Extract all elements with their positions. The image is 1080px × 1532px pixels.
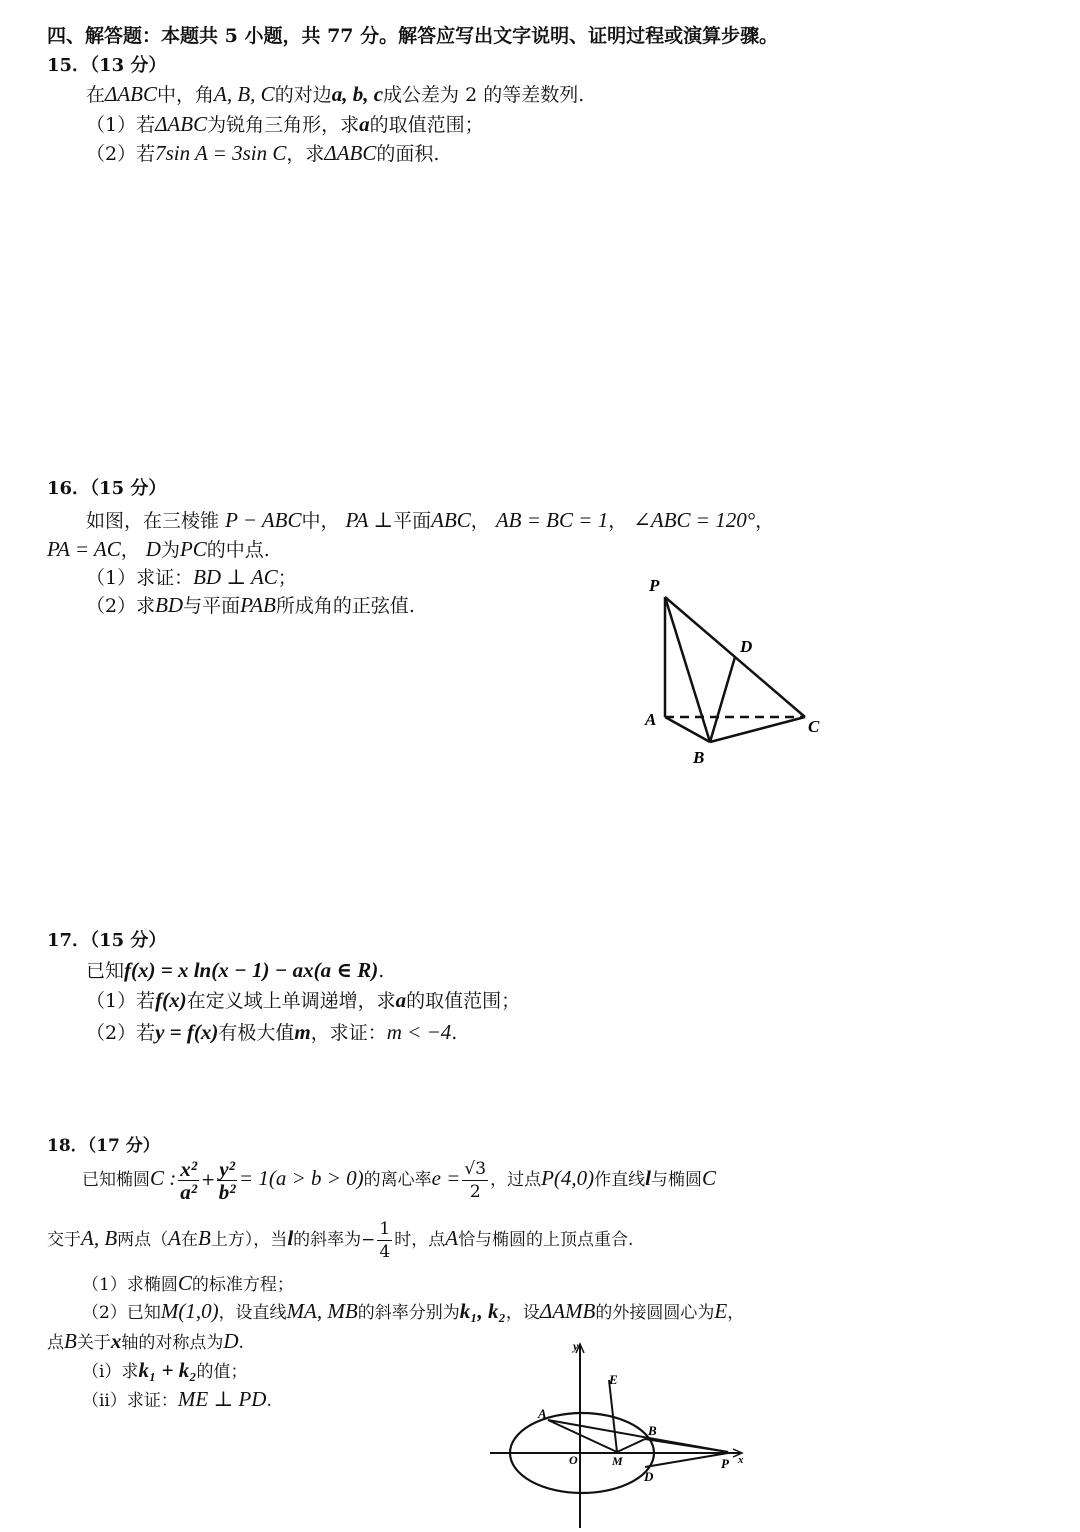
q15-number: 15．（13 分） <box>47 55 167 76</box>
label-D: D <box>644 1469 654 1484</box>
label-P: P <box>721 1456 729 1471</box>
q16-part1: （1）求证：BD ⊥ AC； <box>86 565 297 589</box>
label-B: B <box>648 1423 657 1438</box>
label-O: O <box>569 1453 578 1467</box>
q18-part1: （1）求椭圆C的标准方程； <box>82 1271 294 1295</box>
q16-part2: （2）求BD与平面PAB所成角的正弦值. <box>86 593 415 617</box>
segment-MA <box>548 1420 617 1452</box>
label-E: E <box>609 1372 618 1387</box>
q17-part1: （1）若f(x)在定义域上单调递增，求a的取值范围； <box>86 988 521 1012</box>
q15-part1: （1）若ΔABC为锐角三角形，求a的取值范围； <box>86 112 484 136</box>
label-A: A <box>645 710 657 729</box>
label-D: D <box>740 637 753 656</box>
q16-number: 16．（15 分） <box>47 478 167 499</box>
q18-stem-line1: 已知椭圆C : $\frac{\text{x²}}{\text{a²}}$ + $\frac{\text{y²}}{\text{b²}}$ = 1(a > b > 0)的离心率e = $\frac{√3}{2}$ ，过点P(4,0)作直线l与椭圆C <box>82 1157 717 1204</box>
q18-subpart-ii: （ii）求证：ME ⊥ PD. <box>82 1387 272 1411</box>
ellipse-figure <box>485 1340 755 1530</box>
segment-MB <box>617 1439 645 1452</box>
line-PD <box>645 1453 728 1467</box>
label-C: C <box>808 717 820 736</box>
edge-BC <box>710 717 805 742</box>
label-x: x <box>738 1454 744 1466</box>
q16-stem-line1: 如图，在三棱锥 P − ABC中， PA ⊥平面ABC， AB = BC = 1， ∠ABC = 120°， <box>86 508 775 532</box>
q18-stem-line2: 交于A, B两点（A在B上方），当l的斜率为− $\frac{1}{4}$ 时，点A恰与椭圆的上顶点重合. <box>47 1219 634 1262</box>
q16-stem-line2: PA = AC， D为PC的中点. <box>47 537 270 561</box>
label-M: M <box>612 1454 623 1468</box>
q18-subpart-i: （i）求k₁ + k₂的值； <box>82 1358 248 1382</box>
section-header: 四、解答题：本题共 5 小题，共 77 分。解答应写出文字说明、证明过程或演算步骤。 <box>47 25 779 47</box>
q15-stem: 在ΔABC中，角A, B, C的对边a, b, c成公差为 2 的等差数列. <box>86 82 585 106</box>
q17-number: 17．（15 分） <box>47 930 167 951</box>
label-P: P <box>649 576 660 595</box>
pyramid-figure <box>630 570 840 770</box>
edge-BD <box>710 657 735 742</box>
q17-part2: （2）若y = f(x)有极大值m，求证：m < −4. <box>86 1020 458 1044</box>
label-y: y <box>573 1340 579 1353</box>
q18-part2-cont: 点B关于x轴的对称点为D. <box>47 1329 244 1353</box>
q18-number: 18．（17 分） <box>47 1136 160 1156</box>
label-B: B <box>693 748 705 767</box>
q17-stem: 已知f(x) = x ln(x − 1) − ax(a ∈ R). <box>86 958 385 982</box>
q18-part2: （2）已知M(1,0)，设直线MA, MB的斜率分别为k₁, k₂，设ΔAMB的外接圆圆心为E， <box>82 1299 745 1323</box>
label-A: A <box>538 1406 547 1421</box>
q15-part2: （2）若7sin A = 3sin C，求ΔABC的面积. <box>86 141 440 165</box>
line-PB <box>645 1439 728 1452</box>
